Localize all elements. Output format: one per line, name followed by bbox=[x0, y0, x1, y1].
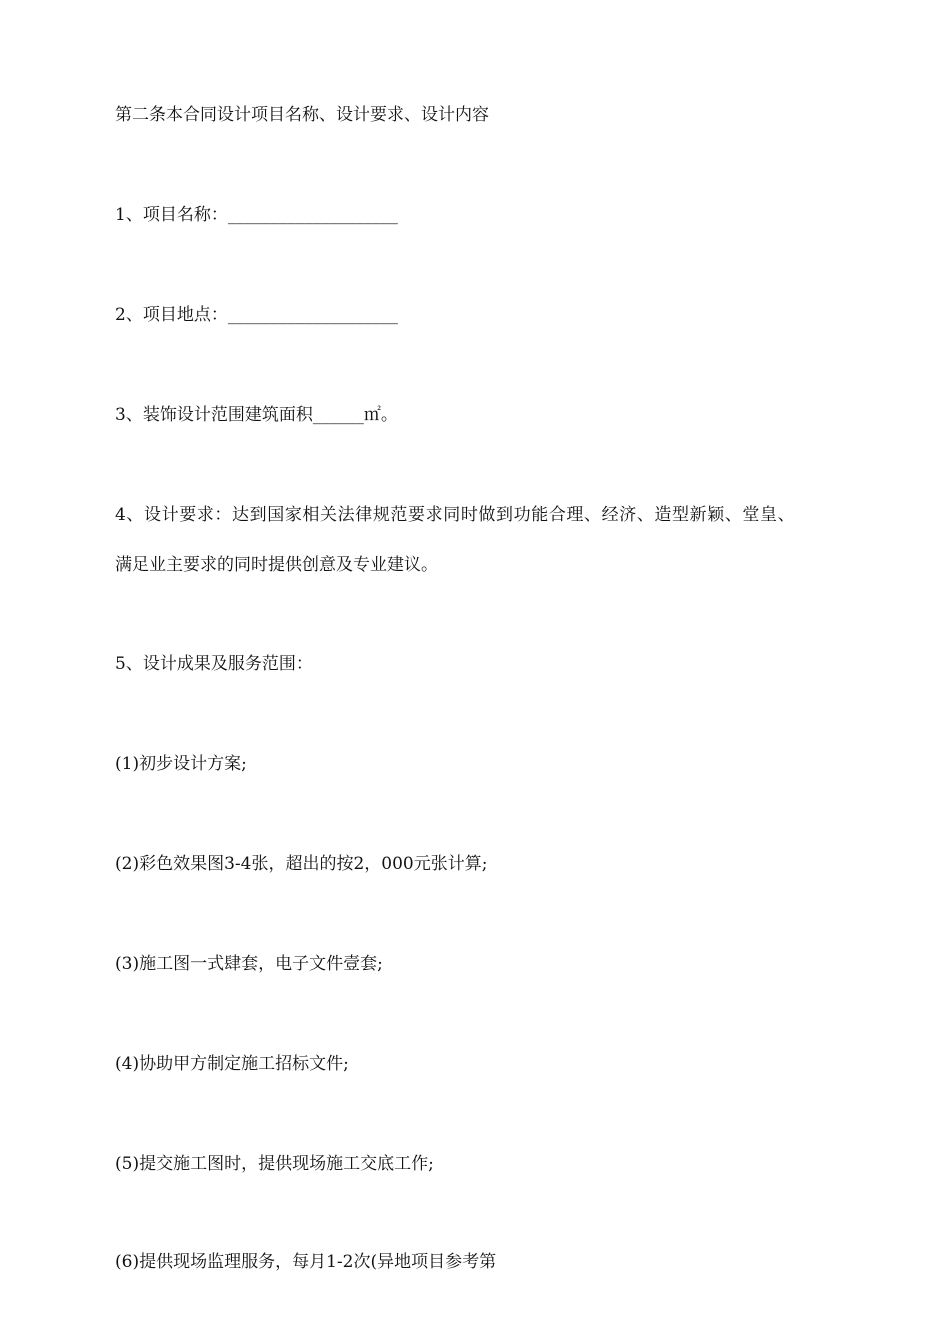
deliverable-4: (4)协助甲方制定施工招标文件; bbox=[115, 1054, 349, 1074]
item-deliverables-heading: 5、设计成果及服务范围： bbox=[115, 654, 313, 674]
deliverable-6: (6)提供现场监理服务，每月1-2次(异地项目参考第 bbox=[115, 1252, 497, 1272]
item-design-area: 3、装饰设计范围建筑面积______㎡。 bbox=[115, 405, 398, 425]
item-project-location: 2、项目地点：____________________ bbox=[115, 305, 398, 325]
deliverable-3: (3)施工图一式肆套，电子文件壹套; bbox=[115, 954, 383, 974]
item-project-name: 1、项目名称：____________________ bbox=[115, 205, 398, 225]
deliverable-5: (5)提交施工图时，提供现场施工交底工作; bbox=[115, 1154, 434, 1174]
deliverable-1: (1)初步设计方案; bbox=[115, 754, 247, 774]
item-design-requirements: 4、设计要求：达到国家相关法律规范要求同时做到功能合理、经济、造型新颖、堂皇、 bbox=[115, 505, 796, 525]
deliverable-2: (2)彩色效果图3-4张，超出的按2，000元张计算; bbox=[115, 854, 488, 874]
item-design-requirements-continued: 满足业主要求的同时提供创意及专业建议。 bbox=[115, 555, 438, 575]
section-heading: 第二条本合同设计项目名称、设计要求、设计内容 bbox=[115, 105, 489, 125]
